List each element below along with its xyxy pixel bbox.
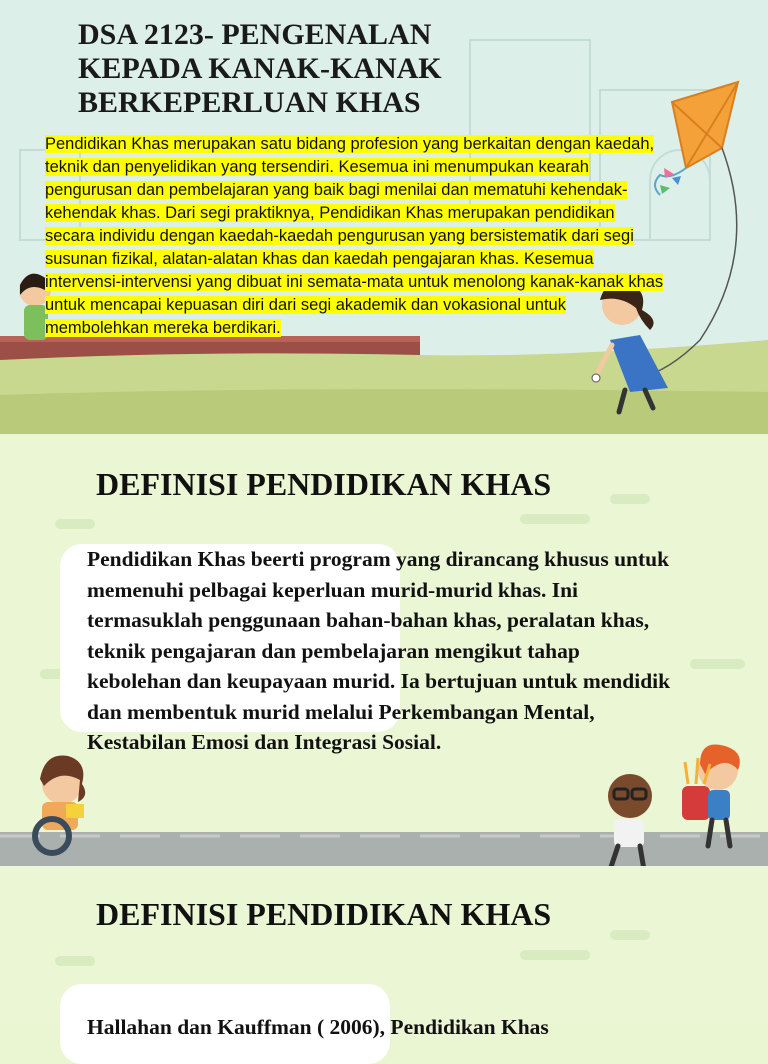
slide-3	[0, 866, 768, 1039]
section-heading: DEFINISI PENDIDIKAN KHAS	[96, 466, 552, 502]
section-heading: DEFINISI PENDIDIKAN KHAS	[96, 896, 552, 932]
document-title: DSA 2123- PENGENALAN KEPADA KANAK-KANAK BERKEPERLUAN KHAS	[78, 18, 442, 119]
highlighted-text: Pendidikan Khas merupakan satu bidang profesion yang berkaitan dengan kaedah, teknik dan penyelidikan yang tersendiri. Kesemua ini menumpukan kearah pengurusan dan pembelajaran yang baik bagi menilai dan mematuhi kehendak-kehendak khas. Dari segi praktiknya, Pendidikan Khas merupakan pendidikan secara individu dengan kaedah-kaedah pengurusan yang bersistematik dari segi susunan fizikal, alatan-alatan khas dan kaedah pengajaran khas. Kesemua intervensi-intervensi yang dibuat ini semata-mata untuk menolong kanak-kanak khas untuk mencapai kepuasan diri dari segi akademik dan vokasional untuk membolehkan mereka berdikari.	[45, 135, 664, 337]
highlighted-paragraph	[45, 133, 665, 340]
boy-with-backpack-icon	[682, 744, 740, 846]
slide-2	[0, 434, 768, 866]
definition-paragraph: Pendidikan Khas beerti program yang dirancang khusus untuk memenuhi pelbagai keperluan murid-murid khas. Ini termasuklah penggunaan bahan-bahan khas, peralatan khas, teknik pengajaran dan pembelajaran mengikut tahap kebolehan dan keupayaan murid. Ia bertujuan untuk mendidik dan membentuk murid melalui Perkembangan Mental, Kestabilan Emosi dan Integrasi Sosial.	[87, 547, 671, 754]
definition-paragraph-partial: Hallahan dan Kauffman ( 2006), Pendidikan Khas	[87, 1015, 549, 1039]
slide-1	[0, 0, 768, 434]
